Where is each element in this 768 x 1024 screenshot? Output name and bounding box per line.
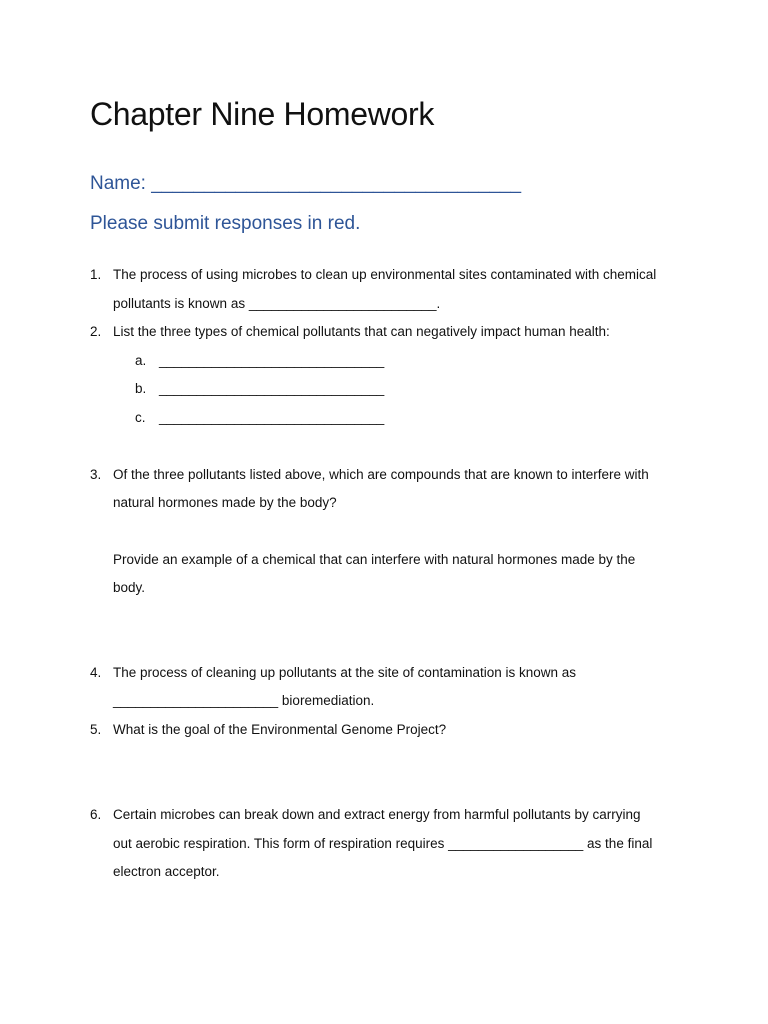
page-title: Chapter Nine Homework	[90, 96, 435, 132]
question-followup-text: body.	[113, 580, 146, 595]
question-text: out aerobic respiration. This form of respiration requires __________________ as the final	[113, 836, 653, 851]
question-text: The process of using microbes to clean up environmental sites contaminated with chemical	[113, 267, 657, 282]
answer-blank: ______________________________	[159, 381, 385, 396]
question-number: 1.	[90, 267, 102, 282]
question-text: What is the goal of the Environmental Genome Project?	[113, 722, 447, 737]
instruction-text: Please submit responses in red.	[90, 213, 361, 234]
question-number: 6.	[90, 807, 102, 822]
question-text: natural hormones made by the body?	[113, 495, 337, 510]
answer-blank: ______________________________	[159, 353, 385, 368]
question-text: Of the three pollutants listed above, which are compounds that are known to interfere with	[113, 467, 649, 482]
question-followup-text: Provide an example of a chemical that can interfere with natural hormones made by the	[113, 552, 636, 567]
question-number: 3.	[90, 467, 102, 482]
question-number: 5.	[90, 722, 102, 737]
name-field-line: Name: ___________________________________	[90, 173, 522, 194]
question-number: 2.	[90, 324, 102, 339]
sub-item-letter: a.	[135, 353, 147, 368]
answer-blank: ______________________________	[159, 410, 385, 425]
question-text: List the three types of chemical pollutants that can negatively impact human health:	[113, 324, 610, 339]
sub-item-letter: b.	[135, 381, 147, 396]
question-text: Certain microbes can break down and extract energy from harmful pollutants by carrying	[113, 807, 641, 822]
question-number: 4.	[90, 665, 102, 680]
question-text: The process of cleaning up pollutants at the site of contamination is known as	[113, 665, 577, 680]
question-text: pollutants is known as _________________________.	[113, 296, 441, 311]
sub-item-letter: c.	[135, 410, 146, 425]
question-text: electron acceptor.	[113, 864, 220, 879]
question-text: ______________________ bioremediation.	[113, 693, 375, 708]
